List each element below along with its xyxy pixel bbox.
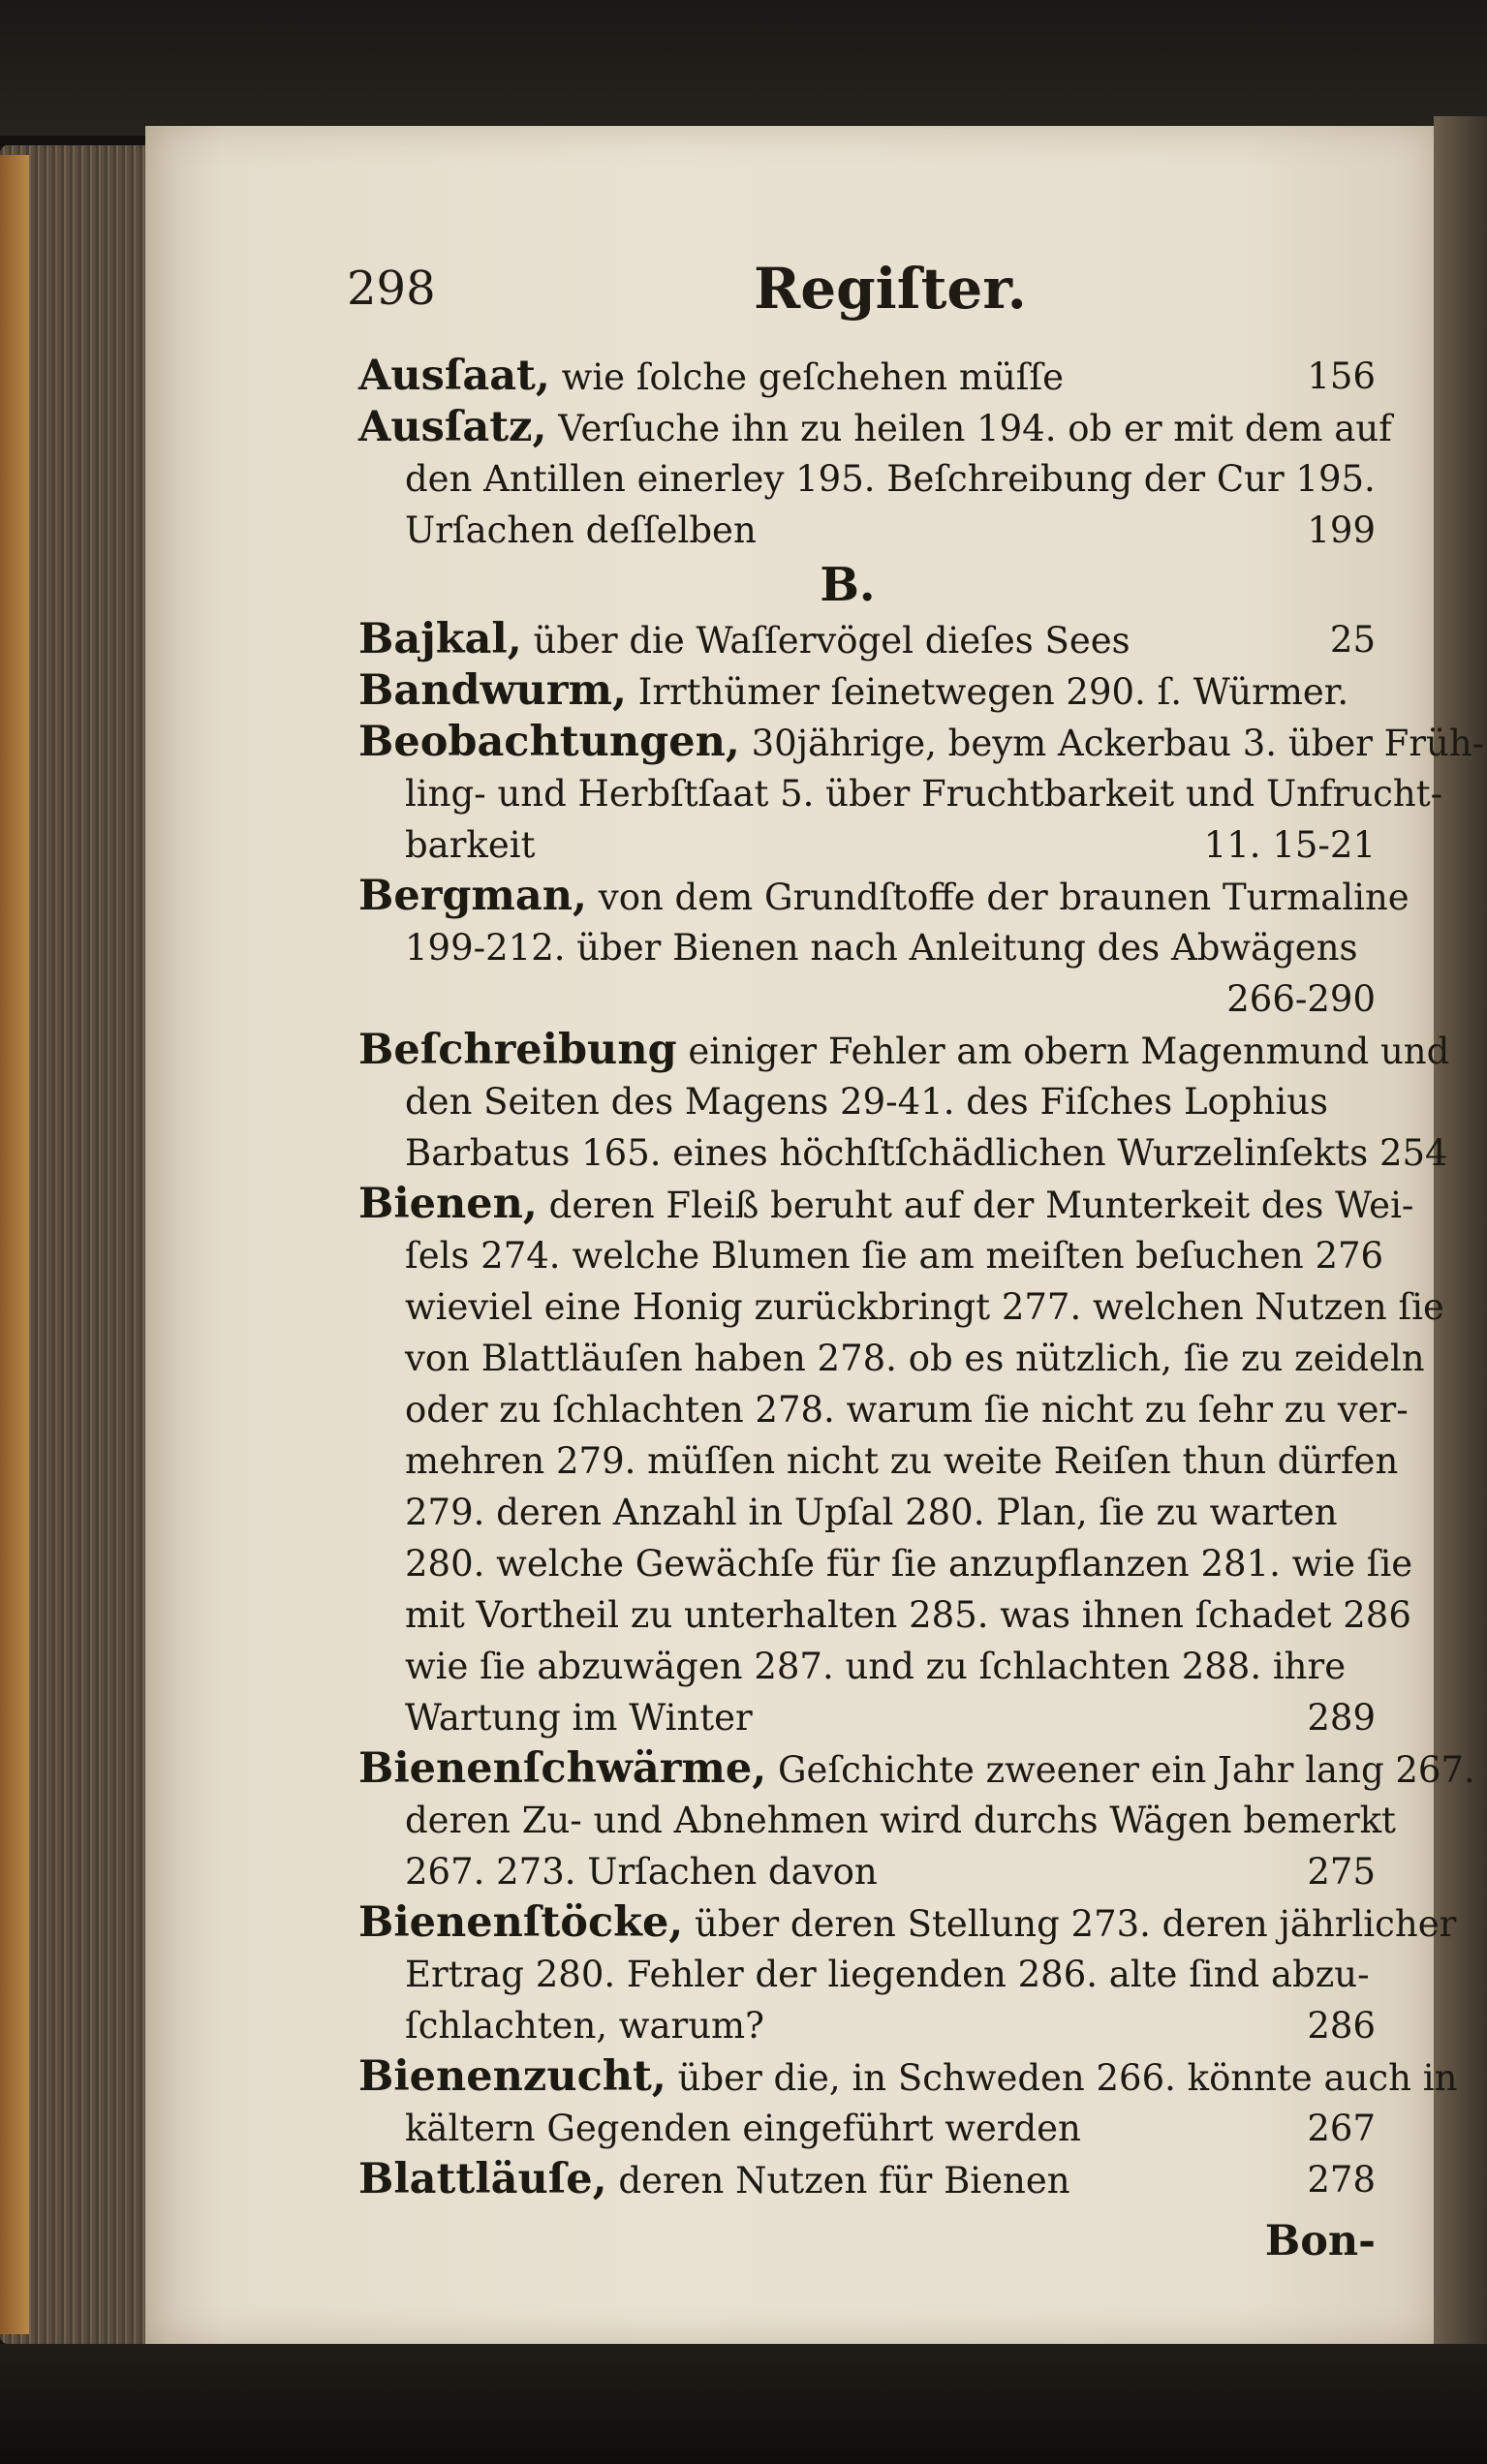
- entry-line-text: wieviel eine Honig zurückbringt 277. welchen Nutzen ſie: [405, 1286, 1444, 1328]
- opposite-page-edge: [1434, 116, 1487, 2344]
- entry-text: [405, 819, 535, 871]
- entry-text: [405, 768, 1442, 819]
- entry-text: [405, 1846, 878, 1897]
- entry-line-text: deren Nutzen für Bienen: [606, 2160, 1070, 2202]
- entry-text: [405, 1538, 1412, 1589]
- entry-line: [358, 2051, 1458, 2103]
- entry-line: [358, 453, 1376, 505]
- entry-line-text: über die, in Schweden 266. könnte auch in: [666, 2057, 1458, 2099]
- entry-text: [358, 665, 1348, 718]
- entry-line-text: 280. welche Gewächſe für ſie anzupflanzen 281. wie ſie: [405, 1543, 1413, 1585]
- entry-line: [358, 1025, 1450, 1076]
- entry-text: [405, 453, 1376, 505]
- register-entry: [358, 871, 1410, 1025]
- entry-headword: Ausſaat,: [358, 352, 550, 400]
- page-header: [347, 256, 1374, 329]
- entry-line: [358, 614, 1376, 665]
- page-reference: 289: [1307, 1697, 1376, 1739]
- entry-line-text: mit Vortheil zu unterhalten 285. was ihnen ſchadet 286: [405, 1594, 1411, 1636]
- entry-line-text: von dem Grundſtoffe der braunen Turmaline: [587, 877, 1410, 918]
- entry-line-text: den Antillen einerley 195. Beſchreibung der Cur 195.: [405, 458, 1376, 500]
- entry-line-text: über deren Stellung 273. deren jährlicher: [683, 1903, 1457, 1945]
- page-reference: 156: [1307, 355, 1376, 397]
- entry-line: [358, 1281, 1444, 1333]
- entry-line: [358, 973, 1376, 1025]
- register-entry: [358, 2154, 1376, 2205]
- page-title: Regiſter.: [754, 256, 1027, 322]
- entry-text: [358, 871, 1410, 923]
- entry-line: [358, 1949, 1376, 2000]
- register-entry: [358, 351, 1376, 402]
- entry-line: [358, 1384, 1409, 1435]
- book-cover-edge: [0, 155, 29, 2334]
- background-bottom: [0, 2344, 1487, 2464]
- entry-line: [358, 819, 1376, 871]
- entry-text: [405, 1487, 1338, 1538]
- entry-line-text: Geſchichte zweener ein Jahr lang 267.: [766, 1749, 1475, 1791]
- entry-line: [358, 665, 1376, 717]
- entry-line-text: 30jährige, beym Ackerbau 3. über Früh-: [739, 723, 1485, 764]
- entry-line: [358, 1230, 1384, 1281]
- entry-line: [358, 2000, 1376, 2051]
- entry-line: [358, 871, 1410, 922]
- entry-headword: Bienen,: [358, 1180, 538, 1228]
- entry-line-text: 279. deren Anzahl in Upſal 280. Plan, ſie zu warten: [405, 1492, 1338, 1533]
- entry-line: [358, 1435, 1399, 1487]
- entry-line: [358, 2103, 1376, 2154]
- page-reference: 11. 15-21: [1203, 824, 1376, 866]
- entry-line-text: mehren 279. müſſen nicht zu weite Reiſen thun dürfen: [405, 1440, 1399, 1482]
- entry-line-text: den Seiten des Magens 29-41. des Fiſches Lophius: [405, 1081, 1328, 1123]
- entry-line-text: Barbatus 165. eines höchſtſchädlichen Wurzelinſekts 254: [405, 1132, 1448, 1174]
- entry-line-text: barkeit: [405, 824, 536, 866]
- register-entry: [358, 717, 1485, 871]
- entry-headword: Beobachtungen,: [358, 718, 740, 766]
- entry-text: [405, 2000, 764, 2051]
- register-entry: [358, 402, 1392, 556]
- entry-line-text: ling- und Herbſtſaat 5. über Fruchtbarkeit und Unfrucht-: [405, 773, 1443, 815]
- entry-line-text: Verſuche ihn zu heilen 194. ob er mit dem auf: [546, 408, 1392, 449]
- entry-text: [405, 1384, 1409, 1435]
- entry-headword: Bienenſtöcke,: [358, 1898, 684, 1947]
- entry-text: [358, 1743, 1475, 1796]
- entry-line: [358, 1692, 1376, 1743]
- page-reference: 266-290: [1226, 978, 1376, 1020]
- entry-line-text: 199-212. über Bienen nach Anleitung des Abwägens: [405, 927, 1358, 969]
- entry-line-text: ſels 274. welche Blumen ſie am meiſten beſuchen 276: [405, 1235, 1384, 1277]
- page-reference: 199: [1307, 509, 1376, 551]
- entry-headword: Bergman,: [358, 872, 588, 920]
- entry-text: [405, 1435, 1398, 1487]
- entry-line: [358, 1076, 1376, 1127]
- register-entries: [358, 351, 1485, 2265]
- entry-line: [358, 768, 1443, 819]
- entry-line-text: Urſachen deſſelben: [405, 509, 757, 551]
- entry-line-text: von Blattläuſen haben 278. ob es nützlich, ſie zu zeideln: [405, 1338, 1425, 1379]
- entry-headword: Bienenſchwärme,: [358, 1744, 767, 1793]
- entry-line: [358, 1487, 1376, 1538]
- entry-text: [358, 351, 1064, 403]
- page-reference: 25: [1329, 619, 1376, 661]
- entry-line: [358, 1127, 1448, 1179]
- entry-text: [358, 2154, 1070, 2206]
- entry-text: [358, 717, 1484, 769]
- entry-text: [405, 1949, 1370, 2000]
- entry-line-text: oder zu ſchlachten 278. warum ſie nicht zu ſehr zu ver-: [405, 1389, 1409, 1431]
- register-entry: [358, 665, 1376, 717]
- register-entry: [358, 1179, 1444, 1743]
- register-entry: [358, 1897, 1457, 2051]
- page-number: 298: [347, 262, 436, 316]
- entry-line-text: deren Zu- und Abnehmen wird durchs Wägen bemerkt: [405, 1800, 1396, 1841]
- register-entry: [358, 614, 1376, 665]
- entry-line-text: einiger Fehler am obern Magenmund und: [676, 1031, 1450, 1072]
- entry-line: [358, 1897, 1457, 1949]
- entry-text: [358, 402, 1392, 454]
- entry-line: [358, 402, 1392, 453]
- section-letter: B.: [820, 558, 876, 612]
- entry-text: [358, 614, 1131, 666]
- entry-line: [358, 1743, 1475, 1795]
- entry-line: [358, 922, 1376, 973]
- entry-line: [358, 1795, 1396, 1846]
- entry-line: [358, 1641, 1376, 1692]
- register-entry: [358, 1743, 1475, 1897]
- register-entry: [358, 1025, 1450, 1179]
- entry-text: [405, 1281, 1444, 1333]
- entry-line-text: wie ſolche geſchehen müſſe: [549, 356, 1065, 398]
- entry-line-text: 267. 273. Urſachen davon: [405, 1851, 878, 1893]
- entry-headword: Bienenzucht,: [358, 2052, 666, 2101]
- entry-line-text: kältern Gegenden eingeführt werden: [405, 2108, 1081, 2149]
- page-reference: 275: [1307, 1851, 1376, 1893]
- entry-text: [358, 1179, 1413, 1231]
- entry-line-text: über die Waſſervögel dieſes Sees: [521, 620, 1131, 662]
- entry-line: [358, 505, 1376, 556]
- entry-line-text: Ertrag 280. Fehler der liegenden 286. alte ſind abzu-: [405, 1954, 1370, 1995]
- entry-headword: Bandwurm,: [358, 666, 627, 715]
- entry-text: [405, 1127, 1448, 1179]
- entry-line: [358, 1179, 1414, 1230]
- entry-text: [405, 505, 757, 556]
- entry-text: [358, 2051, 1457, 2104]
- entry-line: [358, 1589, 1411, 1641]
- entry-line: [358, 1538, 1413, 1589]
- entry-headword: Bajkal,: [358, 615, 522, 663]
- register-entry: [358, 2051, 1458, 2154]
- entry-line-text: wie ſie abzuwägen 287. und zu ſchlachten 288. ihre: [405, 1646, 1347, 1687]
- entry-line-text: Wartung im Winter: [405, 1697, 753, 1739]
- entry-text: [405, 1076, 1328, 1127]
- entry-line-text: ſchlachten, warum?: [405, 2005, 764, 2047]
- entry-line: [358, 1333, 1425, 1384]
- entry-text: [405, 1795, 1396, 1846]
- page-reference: 278: [1307, 2159, 1376, 2201]
- entry-line: [358, 1846, 1376, 1897]
- entry-text: [405, 922, 1358, 973]
- entry-headword: Ausſatz,: [358, 403, 547, 451]
- page-reference: 286: [1307, 2005, 1376, 2047]
- entry-text: [358, 1025, 1449, 1077]
- entry-text: [405, 1589, 1411, 1641]
- entry-line: [358, 2154, 1376, 2205]
- catchword: Bon-: [1264, 2217, 1376, 2265]
- entry-text: [405, 1230, 1383, 1281]
- entry-text: [405, 2103, 1081, 2154]
- entry-text: [405, 1333, 1425, 1384]
- entry-text: [405, 1692, 753, 1743]
- entry-line: [358, 717, 1485, 768]
- page-reference: 267: [1307, 2108, 1376, 2149]
- entry-text: [358, 1897, 1456, 1950]
- entry-line-text: Irrthümer ſeinetwegen 290. ſ. Würmer.: [626, 671, 1349, 713]
- entry-headword: Blattläuſe,: [358, 2155, 607, 2203]
- entry-line-text: deren Fleiß beruht auf der Munterkeit des Wei-: [537, 1185, 1414, 1226]
- entry-text: [405, 1641, 1346, 1692]
- entry-line: [358, 351, 1376, 402]
- entry-headword: Beſchreibung: [358, 1026, 677, 1074]
- background-top: [0, 0, 1487, 136]
